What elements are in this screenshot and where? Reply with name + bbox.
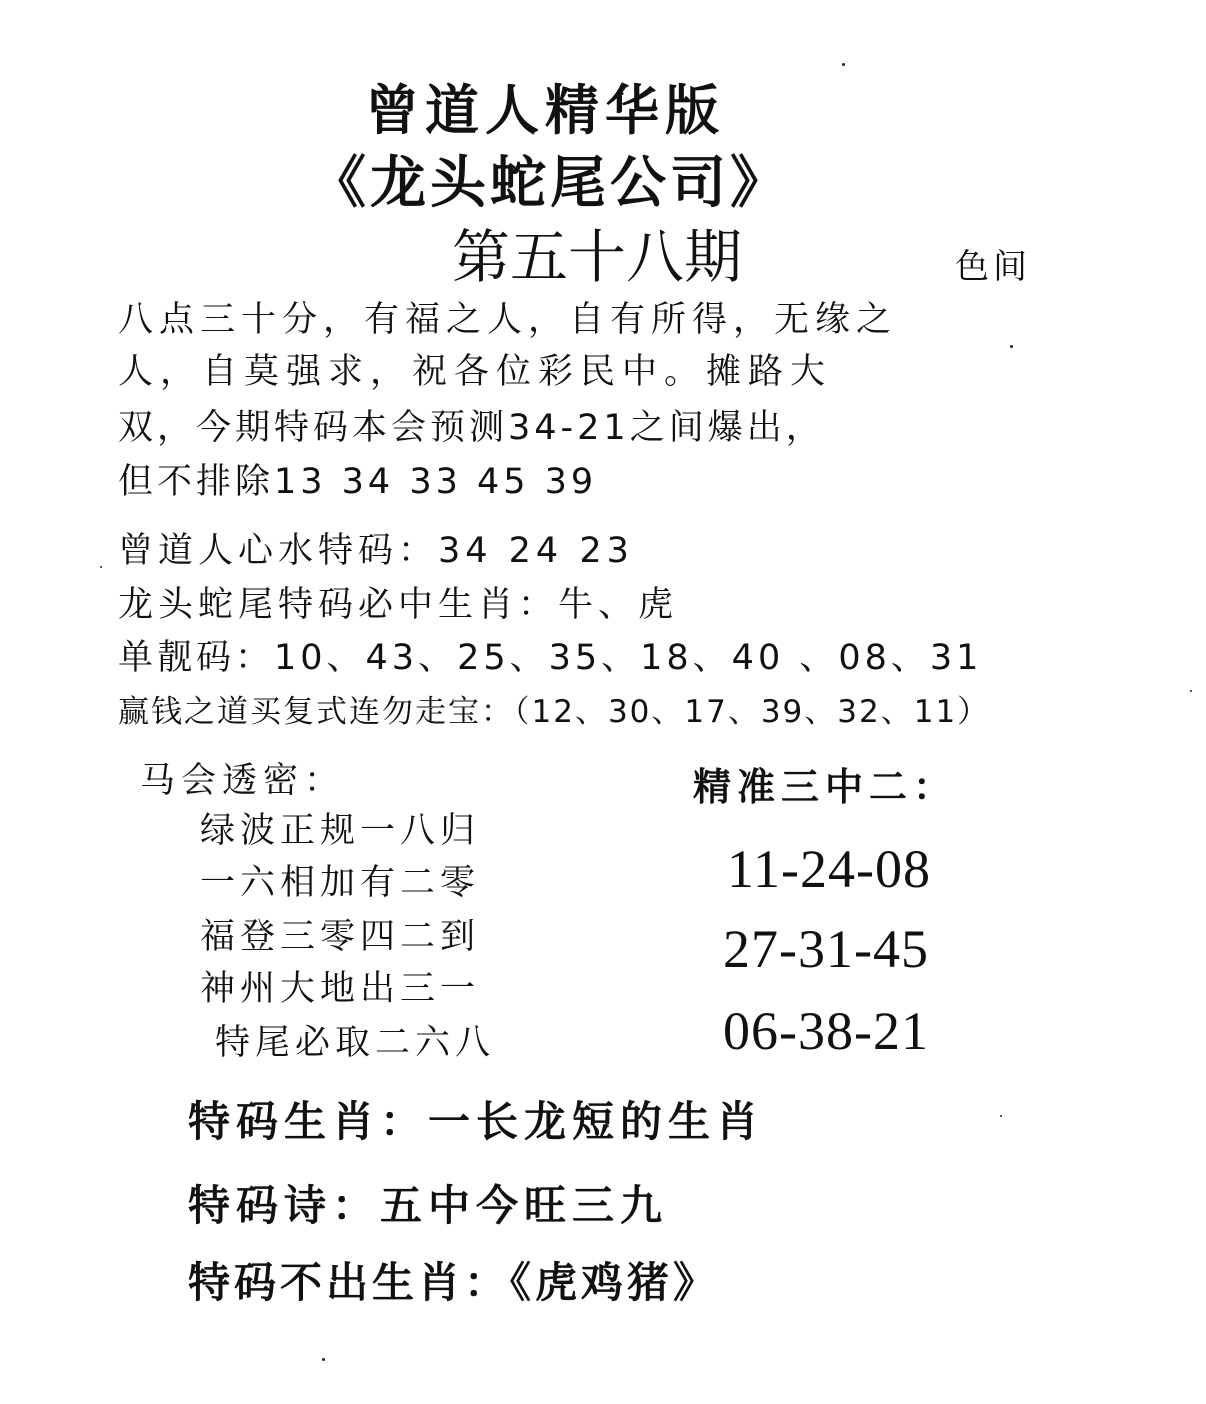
precise-set: 06-38-21 xyxy=(723,1001,929,1061)
leak-poem-line: 福登三零四二到 xyxy=(200,917,481,957)
precise-set: 11-24-08 xyxy=(727,839,931,899)
excluded-zodiac: 特码不出生肖：《虎鸡猪》 xyxy=(188,1258,720,1307)
scan-speck xyxy=(100,566,102,568)
leak-heading: 马会透密： xyxy=(140,761,346,801)
precise-heading: 精准三中二： xyxy=(693,765,958,809)
leak-poem-line: 绿波正规一八归 xyxy=(200,811,481,851)
intro-line-2: 人，自莫强求，祝各位彩民中。摊路大 xyxy=(118,352,833,392)
company-title: 《龙头蛇尾公司》 xyxy=(310,151,790,216)
scan-speck xyxy=(1190,690,1192,692)
win-way-codes: 赢钱之道买复式连勿走宝：（12、30、17、39、32、11） xyxy=(118,694,991,730)
leak-poem-line: 神州大地出三一 xyxy=(200,969,481,1009)
page-title: 曾道人精华版 xyxy=(365,79,725,142)
special-poem: 特码诗：五中今旺三九 xyxy=(188,1181,669,1230)
scan-speck xyxy=(1000,1115,1002,1117)
corner-note: 色间 xyxy=(955,247,1031,287)
intro-line-1: 八点三十分，有福之人，自有所得，无缘之 xyxy=(118,300,898,340)
precise-set: 27-31-45 xyxy=(723,919,929,979)
scan-speck xyxy=(842,63,845,66)
heart-water-codes: 曾道人心水特码：34 24 23 xyxy=(118,531,634,571)
special-zodiac: 特码生肖：一长龙短的生肖 xyxy=(188,1097,765,1146)
scan-speck xyxy=(322,1358,325,1361)
leak-poem-line: 一六相加有二零 xyxy=(200,863,481,903)
leak-poem-line: 特尾必取二六八 xyxy=(215,1023,496,1063)
intro-line-4: 但不排除13 34 33 45 39 xyxy=(118,462,598,502)
scan-speck xyxy=(1010,345,1013,348)
issue-title: 第五十八期 xyxy=(452,223,743,291)
single-codes: 单靓码：10、43、25、35、18、40 、08、31 xyxy=(118,638,983,678)
zodiac-must-hit: 龙头蛇尾特码必中生肖：牛、虎 xyxy=(118,585,679,625)
intro-line-3: 双，今期特码本会预测34-21之间爆出， xyxy=(118,408,825,448)
